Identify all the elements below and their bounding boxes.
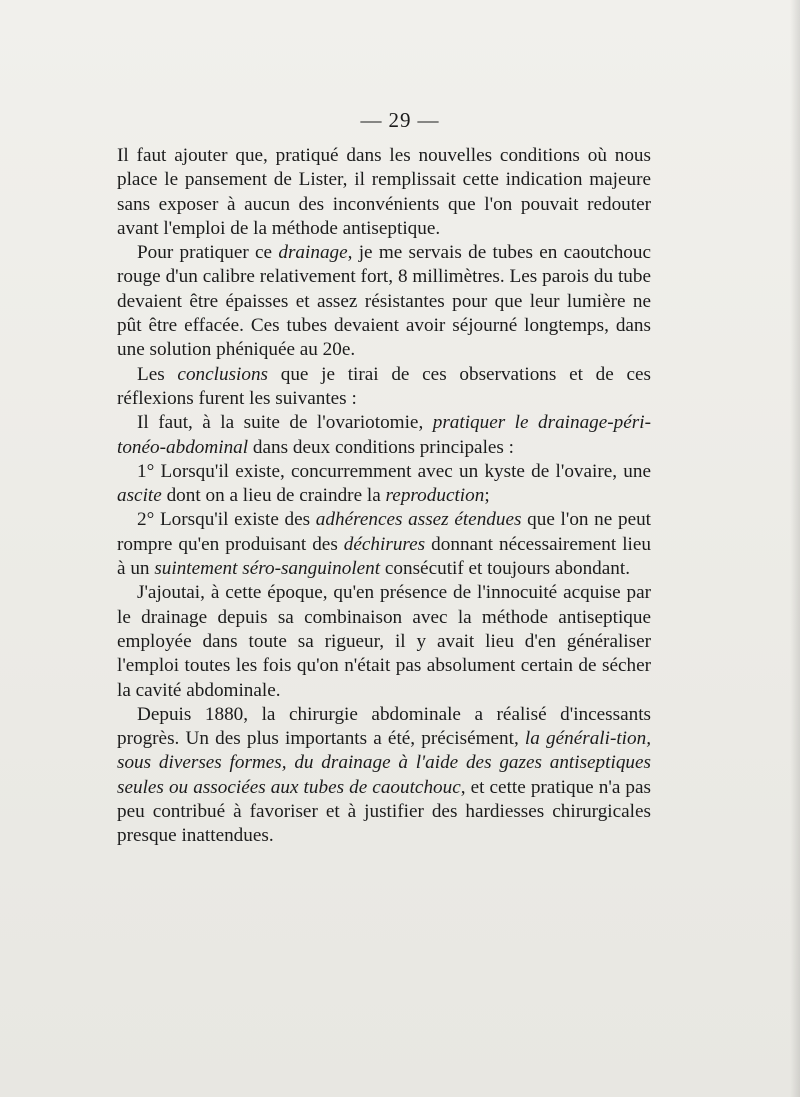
page-edge-shadow	[790, 0, 800, 1097]
page-number	[0, 108, 800, 133]
text-run: consécutif et toujours abondant.	[380, 558, 630, 580]
text-run: donnant nécessairement lieu à un	[117, 533, 651, 580]
italic-text: déchirures	[343, 533, 426, 555]
italic-text: suintement séro-sanguinolent	[154, 558, 381, 580]
text-run: que je tirai de ces observations et de ces réflexions furent les suivantes :	[117, 363, 651, 409]
text-run: 1° Lorsqu'il existe, concurremment avec un kyste de l'ovaire, une	[137, 460, 651, 482]
text-run: dans deux conditions principales :	[248, 436, 515, 458]
text-run: Il faut, à la suite de l'ovariotomie,	[137, 412, 433, 434]
italic-text: ascite	[117, 485, 162, 507]
italic-text: drainage	[278, 242, 348, 264]
paragraph	[117, 508, 651, 581]
body-text	[117, 144, 651, 849]
paragraph	[117, 581, 651, 702]
paragraph	[117, 703, 651, 849]
paragraph	[117, 144, 651, 241]
page-number-value: 29	[388, 108, 412, 132]
paragraph	[117, 460, 651, 509]
text-run: J'ajoutai, à cette époque, qu'en présence de l'innocuité acquise par le drainage depuis sa combinaison avec la méthode antiseptique employée dans toute sa rigueur, il y avait lieu d'en généraliser l'emploi toutes les fois qu'on n'était pas absolument certain de sécher la cavité abdominale.	[117, 582, 651, 701]
italic-text: conclusions	[177, 363, 269, 385]
text-run: ;	[484, 485, 490, 507]
italic-text: adhérences assez étendues	[315, 509, 522, 531]
text-run: , je me servais de tubes en caoutchouc rouge d'un calibre relativement fort, 8 millimètres. Les parois du tube devaient être épaisses et assez résistantes pour que leur lumière ne pût être effacée. Ces tubes devaient avoir séjourné longtemps, dans une solution phéniquée au 20e.	[117, 242, 652, 361]
paragraph	[117, 241, 651, 362]
italic-text: la générali-tion, sous diverses formes, du drainage à l'aide des gazes antiseptiques seules ou associées aux tubes de caoutchouc	[117, 728, 651, 798]
text-run: Les	[137, 363, 178, 385]
text-run: dont on a lieu de craindre la	[161, 485, 386, 507]
text-run: Depuis 1880, la chirurgie abdominale a réalisé d'incessants progrès. Un des plus importants a été, précisément,	[117, 703, 651, 750]
italic-text: pratiquer le drainage-péri-tonéo-abdominal	[117, 412, 651, 458]
paragraph	[117, 363, 651, 412]
text-run: que l'on ne peut rompre qu'en produisant des	[117, 509, 652, 555]
page-number-dash-left: —	[360, 108, 383, 132]
italic-text: reproduction	[385, 485, 485, 507]
text-run: , et cette pratique n'a pas peu contribué à favoriser et à justifier des hardiesses chirurgicales presque inattendues.	[117, 776, 651, 847]
text-run: Il faut ajouter que, pratiqué dans les nouvelles conditions où nous place le pansement de Lister, il remplissait cette indication majeure sans exposer à aucun des inconvénients que l'on pouvait redouter avant l'emploi de la méthode antiseptique.	[117, 145, 651, 239]
page-number-dash-right: —	[417, 108, 440, 132]
text-run: 2° Lorsqu'il existe des	[137, 509, 316, 531]
paragraph	[117, 411, 651, 460]
text-run: Pour pratiquer ce	[137, 242, 279, 264]
